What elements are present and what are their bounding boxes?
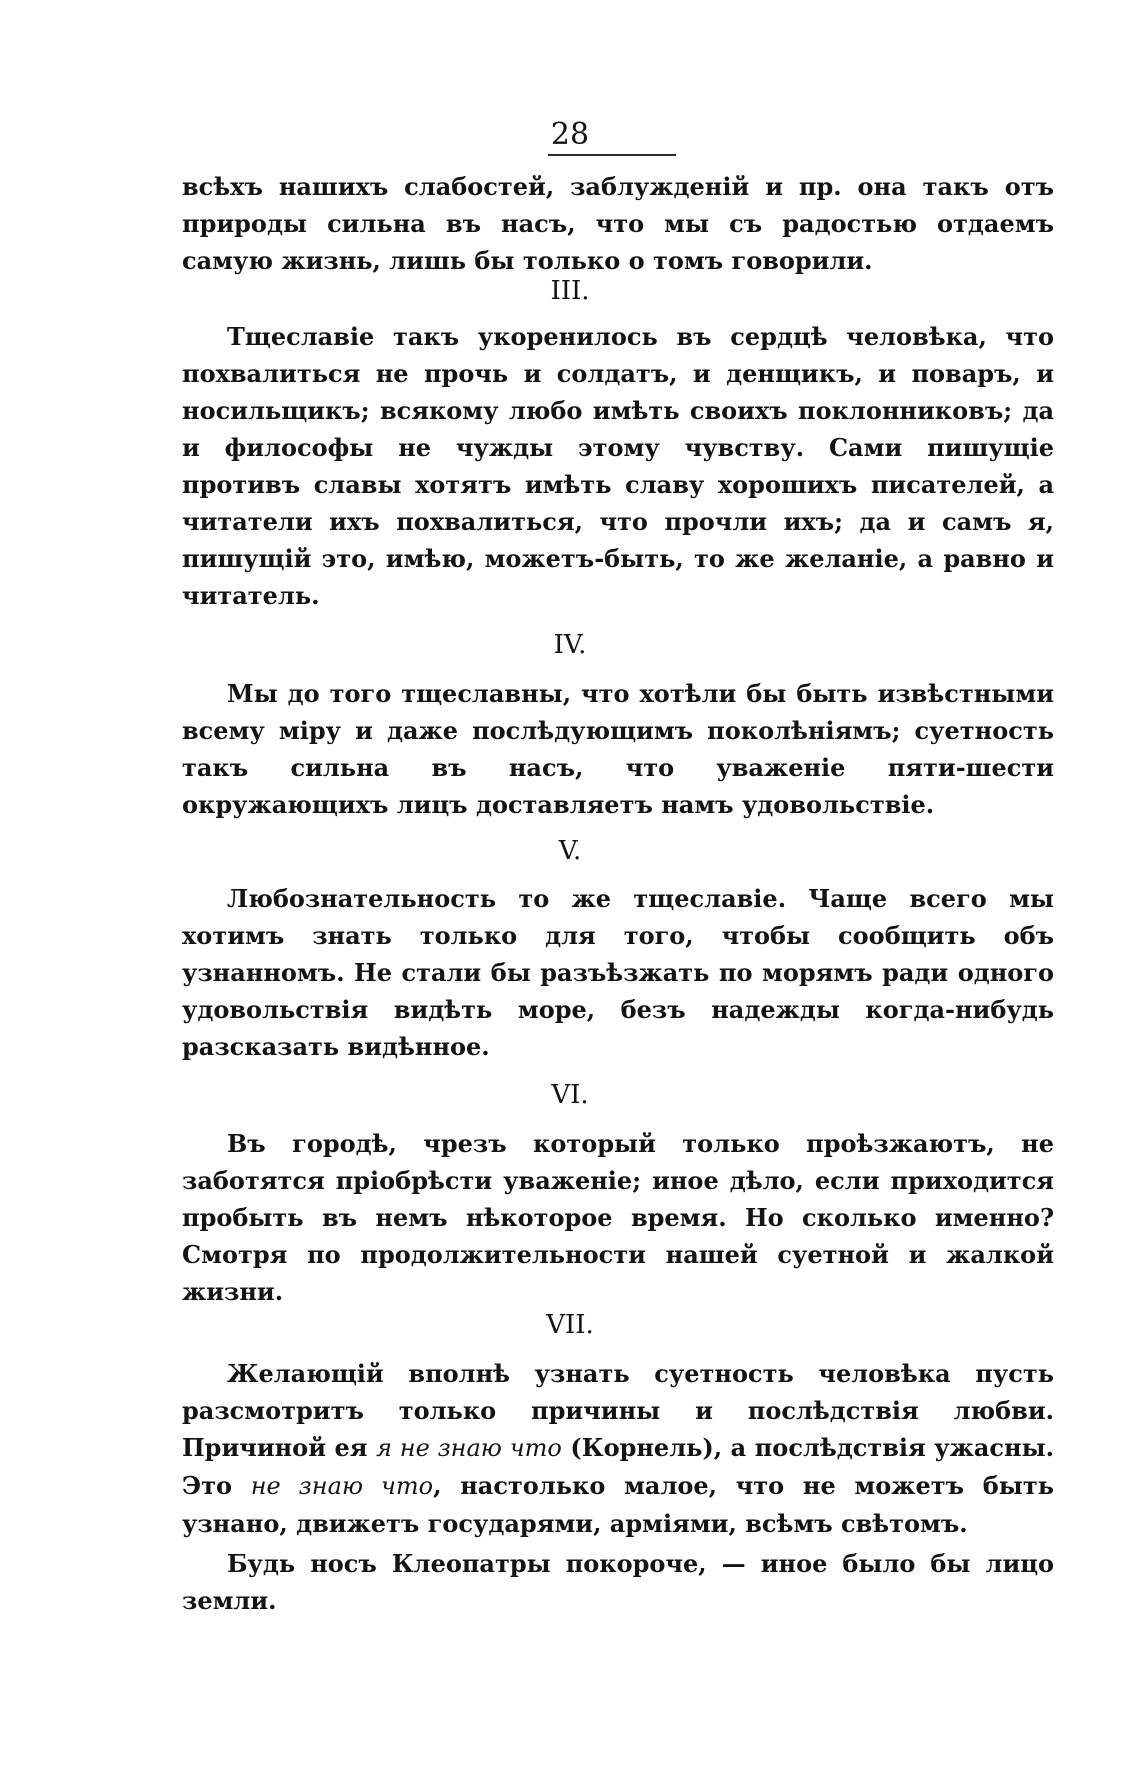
paragraph-v: [182, 880, 1054, 1065]
section-heading-v: V.: [558, 836, 582, 866]
paragraph-cleopatra: [182, 1545, 1054, 1619]
paragraph-continued: [182, 168, 1054, 279]
page-number: 28: [550, 117, 590, 152]
italic-phrase: я не знаю что: [376, 1434, 562, 1462]
paragraph-text: Тщеславіе такъ укоренилось въ сердцѣ человѣка, что похвалиться не прочь и солдатъ, и денщикъ, и поваръ, и носильщикъ; всякому любо имѣть своихъ поклонниковъ; да и философы не чужды этому чувству. Сами пишущіе противъ славы хотятъ имѣть славу хорошихъ писателей, а читатели ихъ похвалиться, что прочли ихъ; да и самъ я, пишущій это, имѣю, можетъ-быть, то же желаніе, а равно и читатель.: [182, 322, 1054, 610]
section-heading-vii: VII.: [546, 1310, 594, 1340]
paragraph-text: Любознательность то же тщеславіе. Чаще всего мы хотимъ знать только для того, чтобы сообщить объ узнанномъ. Не стали бы разъѣзжать по морямъ ради одного удовольствія видѣть море, безъ надежды когда-нибудь разсказать видѣнное.: [182, 884, 1054, 1061]
section-heading-iii: III.: [550, 276, 590, 306]
paragraph-vi: [182, 1125, 1054, 1310]
paragraph-vii: [182, 1355, 1054, 1542]
paragraph-text: [182, 1355, 1054, 1542]
page-number-rule: [548, 154, 676, 156]
section-heading-vi: VI.: [551, 1080, 589, 1110]
text-run: , настолько малое, что не можетъ быть узнано, движетъ государями, арміями, всѣмъ свѣтомъ.: [182, 1471, 1055, 1538]
section-heading-iv: IV.: [553, 630, 587, 660]
paragraph-text: всѣхъ нашихъ слабостей, заблужденій и пр. она такъ отъ природы сильна въ насъ, что мы съ радостью отдаемъ самую жизнь, лишь бы только о томъ говорили.: [182, 172, 1054, 275]
paragraph-text: Мы до того тщеславны, что хотѣли бы быть извѣстными всему міру и даже послѣдующимъ поколѣніямъ; суетность такъ сильна въ насъ, что уваженіе пяти-шести окружающихъ лицъ доставляетъ намъ удовольствіе.: [182, 679, 1054, 819]
paragraph-iv: [182, 675, 1054, 823]
paragraph-text: Будь носъ Клеопатры покороче, — иное было бы лицо земли.: [182, 1549, 1054, 1615]
text-run: (Корнель), а послѣдствія ужасны. Это: [182, 1433, 1055, 1500]
paragraph-iii: [182, 318, 1054, 614]
italic-phrase: не знаю что: [250, 1472, 434, 1500]
text-run: Желающій вполнѣ узнать суетность человѣка пусть разсмотритъ только причины и послѣдствія любви. Причиной ея: [182, 1359, 1054, 1462]
paragraph-text: Въ городѣ, чрезъ который только проѣзжаютъ, не заботятся пріобрѣсти уваженіе; иное дѣло, если приходится пробыть въ немъ нѣкоторое время. Но сколько именно? Смотря по продолжительности нашей суетной и жалкой жизни.: [182, 1129, 1054, 1306]
